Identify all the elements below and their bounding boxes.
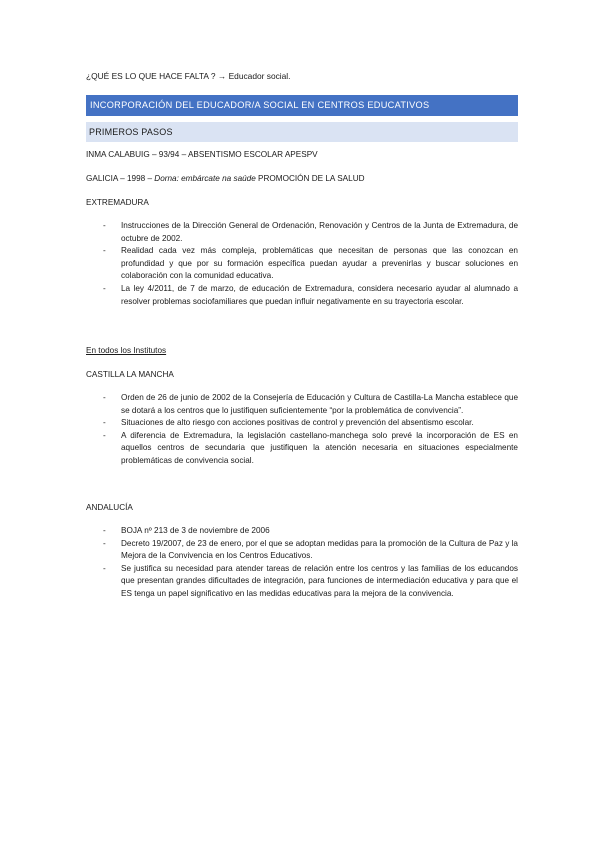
list-item: - Se justifica su necesidad para atender tareas de relación entre los centros y las familias de los educandos que presentan grandes dificultades de integración, para funciones de intermediación educativa y para que el ES tenga un papel significativo en las medidas educativas para la mejora de la convivencia. bbox=[103, 563, 518, 598]
list-item: - A diferencia de Extremadura, la legislación castellano-manchega solo prevé la incorporación de ES en aquellos centros de secundaria que justifiquen la atención necesaria en situaciones especialmente problemáticas de convivencia social. bbox=[103, 430, 518, 465]
intro-line bbox=[86, 70, 291, 82]
extremadura-list bbox=[86, 220, 518, 308]
list-item: - BOJA nº 213 de 3 de noviembre de 2006 bbox=[103, 526, 270, 535]
andalucia-list bbox=[86, 525, 518, 601]
list-item: - Decreto 19/2007, de 23 de enero, por el que se adoptan medidas para la promoción de la Cultura de Paz y la Mejora de la Convivencia en los Centros Educativos. bbox=[103, 538, 518, 561]
intro-question: ¿QUÉ ES LO QUE HACE FALTA ? bbox=[86, 71, 216, 81]
galicia-prefix: GALICIA – 1998 – bbox=[86, 174, 155, 183]
list-item: - Realidad cada vez más compleja, problemáticas que necesitan de personas que las conozcan en profundidad y que por su formación específica puedan ayudar a prevenirlas y buscar soluciones en colaboración con la comunidad educativa. bbox=[103, 246, 518, 281]
andalucia-heading: ANDALUCÍA bbox=[86, 503, 133, 512]
subsection-banner: PRIMEROS PASOS bbox=[86, 122, 518, 142]
galicia-program: Dorna: embárcate na saúde bbox=[154, 174, 256, 183]
section-banner: INCORPORACIÓN DEL EDUCADOR/A SOCIAL EN CENTROS EDUCATIVOS bbox=[86, 95, 518, 116]
list-item: - Orden de 26 de junio de 2002 de la Consejería de Educación y Cultura de Castilla-La Mancha establece que se dotará a los centros que lo justifiquen suficientemente “por la problemática de convivencia”. bbox=[103, 393, 518, 415]
institutos-note: En todos los Institutos bbox=[86, 346, 167, 355]
extremadura-heading: EXTREMADURA bbox=[86, 198, 149, 207]
castilla-heading: CASTILLA LA MANCHA bbox=[86, 370, 174, 379]
list-item: - La ley 4/2011, de 7 de marzo, de educación de Extremadura, considera necesario ayudar al alumnado a resolver problemas sociofamiliares que puedan influir negativamente en su trayectoria escolar. bbox=[103, 283, 518, 306]
list-item: - Situaciones de alto riesgo con acciones positivas de control y prevención del absentismo escolar. bbox=[103, 418, 474, 428]
arrow-icon: → bbox=[217, 71, 227, 81]
galicia-suffix: PROMOCIÓN DE LA SALUD bbox=[255, 174, 365, 183]
intro-answer: Educador social. bbox=[228, 71, 291, 81]
list-item: - Instrucciones de la Dirección General de Ordenación, Renovación y Centros de la Junta de Extremadura, de octubre de 2002. bbox=[103, 221, 518, 243]
castilla-list bbox=[86, 392, 518, 468]
inma-line: INMA CALABUIG – 93/94 – ABSENTISMO ESCOLAR APESPV bbox=[86, 150, 318, 159]
galicia-line bbox=[86, 173, 365, 185]
